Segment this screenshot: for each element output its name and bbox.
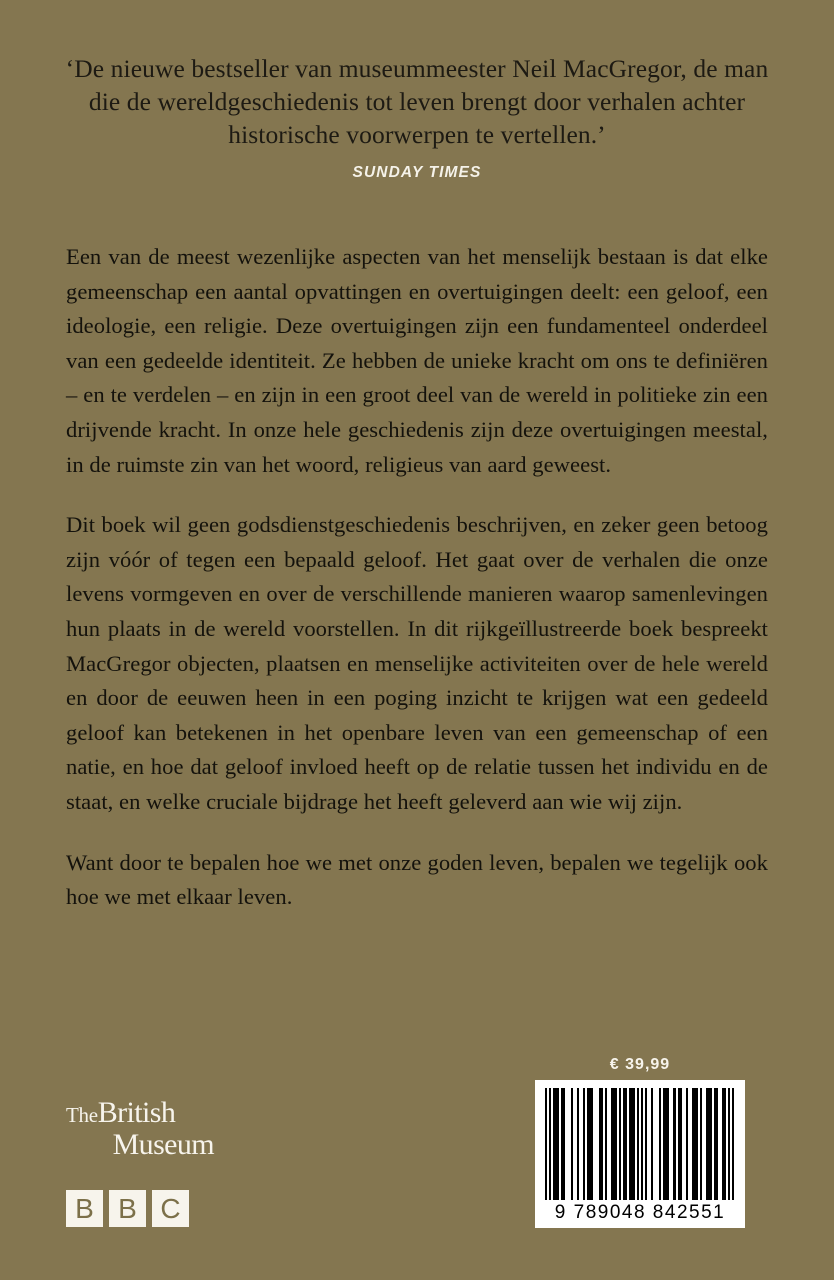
barcode-digits: 9 789048 842551	[554, 1202, 726, 1223]
british-museum-logo-line-1	[66, 1098, 214, 1128]
blurb-paragraph: Want door te bepalen hoe we met onze goden leven, bepalen we tegelijk ook hoe we met elkaar leven.	[66, 849, 768, 910]
british-museum-logo	[66, 1098, 214, 1160]
british-museum-the: The	[66, 1103, 98, 1127]
bbc-logo-letter: B	[66, 1190, 103, 1227]
barcode	[535, 1080, 745, 1228]
bbc-logo	[66, 1190, 296, 1227]
pull-quote-source: SUNDAY TIMES	[352, 164, 482, 181]
bbc-logo-letter: C	[152, 1190, 189, 1227]
bbc-logo-letter: B	[109, 1190, 146, 1227]
blurb-paragraph: Een van de meest wezenlijke aspecten van het menselijk bestaan is dat elke gemeenschap een aantal opvattingen en overtuigingen deelt: een geloof, een ideologie, een religie. Deze overtuigingen zijn een fundamenteel onderdeel van een gedeelde identiteit. Ze hebben de unieke kracht om ons te definiëren – en te verdelen – en zijn in een groot deel van de wereld in politieke zin een drijvende kracht. In onze hele geschiedenis zijn deze overtuigingen meestal, in de ruimste zin van het woord, religieus van aard geweest.	[66, 244, 768, 477]
blurb-paragraph: Dit boek wil geen godsdienstgeschiedenis beschrijven, en zeker geen betoog zijn vóór of tegen een bepaald geloof. Het gaat over de verhalen die onze levens vormgeven en over de verschillende manieren waarop samenlevingen hun plaats in de wereld voorstellen. In dit rijkgeïllustreerde boek bespreekt MacGregor objecten, plaatsen en menselijke activiteiten over de hele wereld en door de eeuwen heen in een poging inzicht te krijgen wat een gedeeld geloof kan betekenen in het openbare leven van een gemeenschap of een natie, en hoe dat geloof invloed heeft op de relatie tussen het individu en de staat, en welke cruciale bijdrage het heeft geleverd aan wie wij zijn.	[66, 512, 768, 814]
british-museum-museum: Museum	[112, 1128, 214, 1161]
barcode-bars	[545, 1088, 735, 1200]
british-museum-british: British	[97, 1096, 176, 1129]
pull-quote-block	[62, 52, 772, 182]
publisher-logos	[66, 1098, 296, 1227]
price-label: € 39,99	[609, 1056, 671, 1073]
pull-quote-text: ‘De nieuwe bestseller van museummeester Neil MacGregor, de man die de wereldgeschiedenis tot leven brengt door verhalen achter historische voorwerpen te vertellen.’	[65, 54, 769, 149]
blurb-body	[66, 240, 768, 915]
